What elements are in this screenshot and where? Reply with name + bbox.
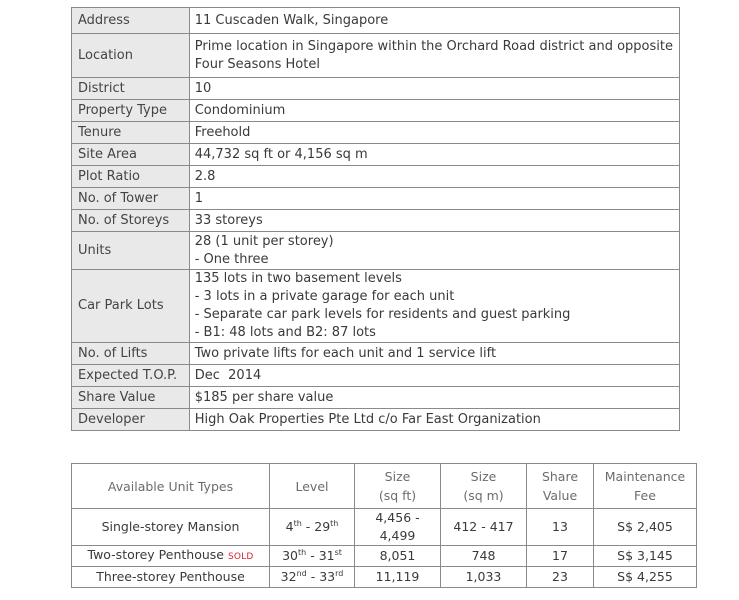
detail-value	[189, 365, 679, 387]
level-number: 29	[314, 519, 331, 534]
detail-value	[189, 8, 679, 34]
detail-row	[72, 188, 680, 210]
unit-level-cell: 30th - 31st	[270, 546, 355, 567]
unit-share-value-cell: 17	[527, 546, 594, 567]
unit-type-cell	[72, 546, 270, 567]
detail-row	[72, 409, 680, 431]
unit-types-header-row	[72, 464, 697, 509]
detail-row	[72, 387, 680, 409]
unit-type-row	[72, 567, 697, 588]
detail-row	[72, 144, 680, 166]
detail-label: District	[72, 78, 190, 100]
detail-row	[72, 166, 680, 188]
unit-size-sqft-cell: 11,119	[355, 567, 441, 588]
details-body	[72, 8, 680, 431]
unit-maintenance-fee-cell: S$ 3,145	[594, 546, 697, 567]
level-ordinal-suffix: nd	[296, 569, 307, 578]
detail-value-line: Freehold	[194, 124, 251, 140]
unit-share-value-cell: 23	[527, 567, 594, 588]
detail-value-line: Prime location in Singapore within the Orchard Road district and opposite	[194, 38, 673, 54]
detail-value-line: Two private lifts for each unit and 1 service lift	[194, 345, 497, 361]
level-number: 4	[285, 519, 294, 534]
header-unit-type: Available Unit Types	[72, 464, 270, 509]
detail-label: Plot Ratio	[72, 166, 190, 188]
level-ordinal-suffix: st	[334, 548, 342, 557]
level-ordinal-suffix: th	[293, 519, 302, 528]
detail-value-line: 1	[194, 190, 204, 206]
header-share-value: Share Value	[527, 464, 594, 509]
detail-label: No. of Tower	[72, 188, 190, 210]
detail-value-line: High Oak Properties Pte Ltd c/o Far East Organization	[194, 411, 541, 427]
detail-row	[72, 8, 680, 34]
unit-size-sqm-cell: 748	[441, 546, 527, 567]
detail-label: Share Value	[72, 387, 190, 409]
detail-row	[72, 100, 680, 122]
detail-value-line: 11 Cuscaden Walk, Singapore	[194, 12, 389, 28]
unit-type-cell	[72, 567, 270, 588]
detail-label: Tenure	[72, 122, 190, 144]
detail-value-line: $185 per share value	[194, 389, 334, 405]
unit-size-sqm-cell: 1,033	[441, 567, 527, 588]
detail-label: No. of Lifts	[72, 343, 190, 365]
header-level: Level	[270, 464, 355, 509]
detail-value	[189, 232, 679, 270]
detail-row	[72, 343, 680, 365]
detail-value-line: - 3 lots in a private garage for each unit	[194, 289, 455, 304]
detail-row	[72, 34, 680, 78]
detail-value	[189, 122, 679, 144]
detail-value	[189, 166, 679, 188]
detail-value	[189, 387, 679, 409]
header-size-sqm: Size (sq m)	[441, 464, 527, 509]
detail-label: Developer	[72, 409, 190, 431]
unit-type-row	[72, 509, 697, 546]
unit-size-sqft-cell: 4,456 - 4,499	[355, 509, 441, 546]
detail-value-line: 2.8	[194, 168, 216, 184]
detail-row	[72, 270, 680, 343]
level-ordinal-suffix: rd	[335, 569, 344, 578]
detail-value-line: 33 storeys	[194, 212, 263, 228]
unit-level-cell: 4th - 29th	[270, 509, 355, 546]
unit-type-name: Single-storey Mansion	[101, 519, 240, 534]
unit-type-row	[72, 546, 697, 567]
level-ordinal-suffix: th	[330, 519, 339, 528]
detail-value	[189, 100, 679, 122]
detail-value-line: - B1: 48 lots and B2: 87 lots	[194, 325, 376, 340]
detail-value	[189, 409, 679, 431]
detail-value-line: Four Seasons Hotel	[194, 56, 320, 72]
level-number: 31	[318, 548, 335, 563]
unit-maintenance-fee-cell: S$ 2,405	[594, 509, 697, 546]
detail-row	[72, 210, 680, 232]
detail-value-line: 28 (1 unit per storey)	[194, 233, 334, 249]
detail-label: Property Type	[72, 100, 190, 122]
unit-types-body	[72, 509, 697, 588]
detail-label: No. of Storeys	[72, 210, 190, 232]
detail-row	[72, 365, 680, 387]
detail-value	[189, 34, 679, 78]
unit-type-name: Three-storey Penthouse	[96, 569, 245, 584]
detail-row	[72, 232, 680, 270]
detail-label: Address	[72, 8, 190, 34]
unit-types-table	[71, 463, 697, 588]
detail-value-line: 44,732 sq ft or 4,156 sq m	[194, 146, 368, 162]
detail-label: Expected T.O.P.	[72, 365, 190, 387]
unit-size-sqm-cell: 412 - 417	[441, 509, 527, 546]
header-size-sqft: Size (sq ft)	[355, 464, 441, 509]
detail-value	[189, 270, 679, 343]
detail-label: Location	[72, 34, 190, 78]
detail-value-line: Condominium	[194, 102, 286, 118]
unit-share-value-cell: 13	[527, 509, 594, 546]
detail-row	[72, 78, 680, 100]
detail-value	[189, 144, 679, 166]
header-maintenance-fee: Maintenance Fee	[594, 464, 697, 509]
detail-value-line: 135 lots in two basement levels	[194, 271, 402, 286]
unit-type-cell	[72, 509, 270, 546]
detail-row	[72, 122, 680, 144]
detail-value	[189, 210, 679, 232]
level-ordinal-suffix: th	[298, 548, 307, 557]
detail-label: Car Park Lots	[72, 270, 190, 343]
detail-label: Site Area	[72, 144, 190, 166]
unit-size-sqft-cell: 8,051	[355, 546, 441, 567]
detail-value-line: - One three	[194, 251, 269, 267]
level-number: 30	[282, 548, 298, 563]
unit-maintenance-fee-cell: S$ 4,255	[594, 567, 697, 588]
property-details-table	[71, 7, 680, 431]
detail-value-line: Dec 2014	[194, 367, 262, 383]
detail-value	[189, 78, 679, 100]
detail-label: Units	[72, 232, 190, 270]
level-number: 33	[319, 569, 336, 584]
detail-value	[189, 343, 679, 365]
sold-badge: SOLD	[227, 552, 254, 562]
detail-value-line: 10	[194, 80, 212, 96]
unit-level-cell: 32nd - 33rd	[270, 567, 355, 588]
detail-value	[189, 188, 679, 210]
level-number: 32	[280, 569, 297, 584]
detail-value-line: - Separate car park levels for residents and guest parking	[194, 307, 571, 322]
unit-type-name: Two-storey Penthouse	[87, 547, 224, 562]
